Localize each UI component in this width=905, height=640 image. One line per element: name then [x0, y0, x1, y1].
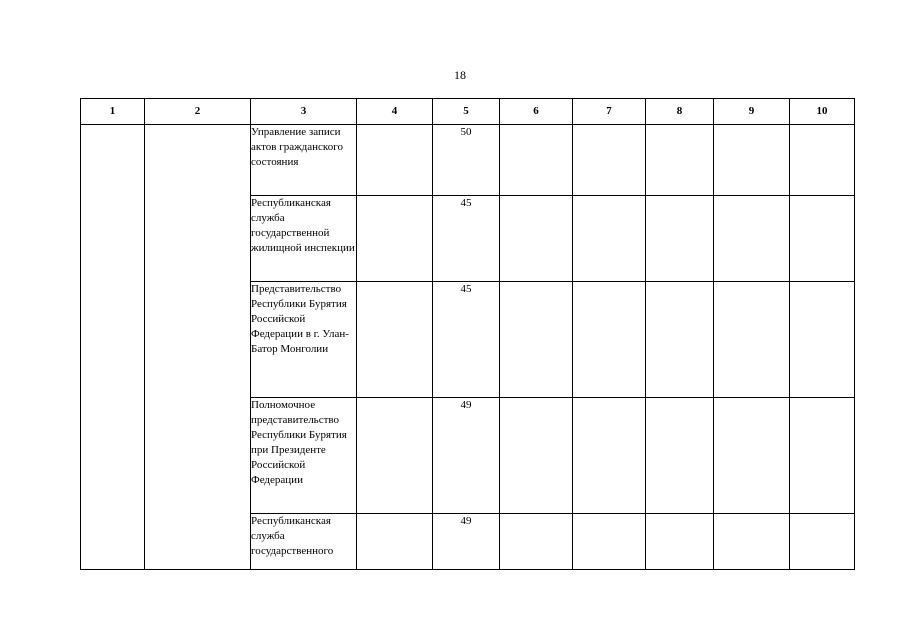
empty-cell	[500, 398, 573, 514]
organization-name-cell	[251, 282, 357, 398]
table-row	[81, 125, 855, 196]
empty-cell	[500, 514, 573, 570]
organization-name: Представительство Республики Бурятия Российской Федерации в г. Улан-Батор Монголии	[251, 283, 349, 355]
column-header-2: 2	[145, 99, 251, 125]
empty-cell	[500, 196, 573, 282]
empty-cell	[714, 196, 790, 282]
organization-name-cell	[251, 196, 357, 282]
column-header-4: 4	[357, 99, 433, 125]
empty-cell	[714, 125, 790, 196]
column-header-8: 8	[646, 99, 714, 125]
data-table	[80, 98, 855, 570]
value-cell: 45	[433, 196, 500, 282]
empty-cell	[646, 398, 714, 514]
column-header-6: 6	[500, 99, 573, 125]
page-number: 18	[454, 68, 466, 82]
organization-name: Республиканская служба государственной жилищной инспекции	[251, 197, 355, 254]
organization-name-cell	[251, 514, 357, 570]
value-cell: 50	[433, 125, 500, 196]
organization-name-cell	[251, 125, 357, 196]
organization-name: Республиканская служба государственного	[251, 515, 334, 557]
header-row	[81, 99, 855, 125]
empty-cell	[357, 282, 433, 398]
empty-cell	[646, 196, 714, 282]
column-header-1: 1	[81, 99, 145, 125]
organization-name: Управление записи актов гражданского состояния	[251, 126, 343, 168]
empty-cell	[790, 514, 855, 570]
empty-cell	[573, 196, 646, 282]
empty-cell	[646, 514, 714, 570]
empty-cell	[357, 125, 433, 196]
empty-cell	[573, 514, 646, 570]
value-cell: 45	[433, 282, 500, 398]
column-header-9: 9	[714, 99, 790, 125]
empty-cell	[714, 282, 790, 398]
empty-cell	[357, 196, 433, 282]
value-cell: 49	[433, 398, 500, 514]
cell-col1-merged	[81, 125, 145, 570]
value-cell: 49	[433, 514, 500, 570]
column-header-5: 5	[433, 99, 500, 125]
empty-cell	[646, 282, 714, 398]
empty-cell	[573, 282, 646, 398]
empty-cell	[573, 398, 646, 514]
empty-cell	[357, 398, 433, 514]
organization-name-cell	[251, 398, 357, 514]
empty-cell	[714, 514, 790, 570]
cell-col2-merged	[145, 125, 251, 570]
column-header-3: 3	[251, 99, 357, 125]
empty-cell	[714, 398, 790, 514]
empty-cell	[790, 125, 855, 196]
empty-cell	[500, 125, 573, 196]
empty-cell	[790, 282, 855, 398]
empty-cell	[646, 125, 714, 196]
column-header-10: 10	[790, 99, 855, 125]
empty-cell	[790, 196, 855, 282]
empty-cell	[790, 398, 855, 514]
empty-cell	[500, 282, 573, 398]
organization-name: Полномочное представительство Республики Бурятия при Президенте Российской Федерации	[251, 399, 347, 486]
empty-cell	[573, 125, 646, 196]
empty-cell	[357, 514, 433, 570]
column-header-7: 7	[573, 99, 646, 125]
